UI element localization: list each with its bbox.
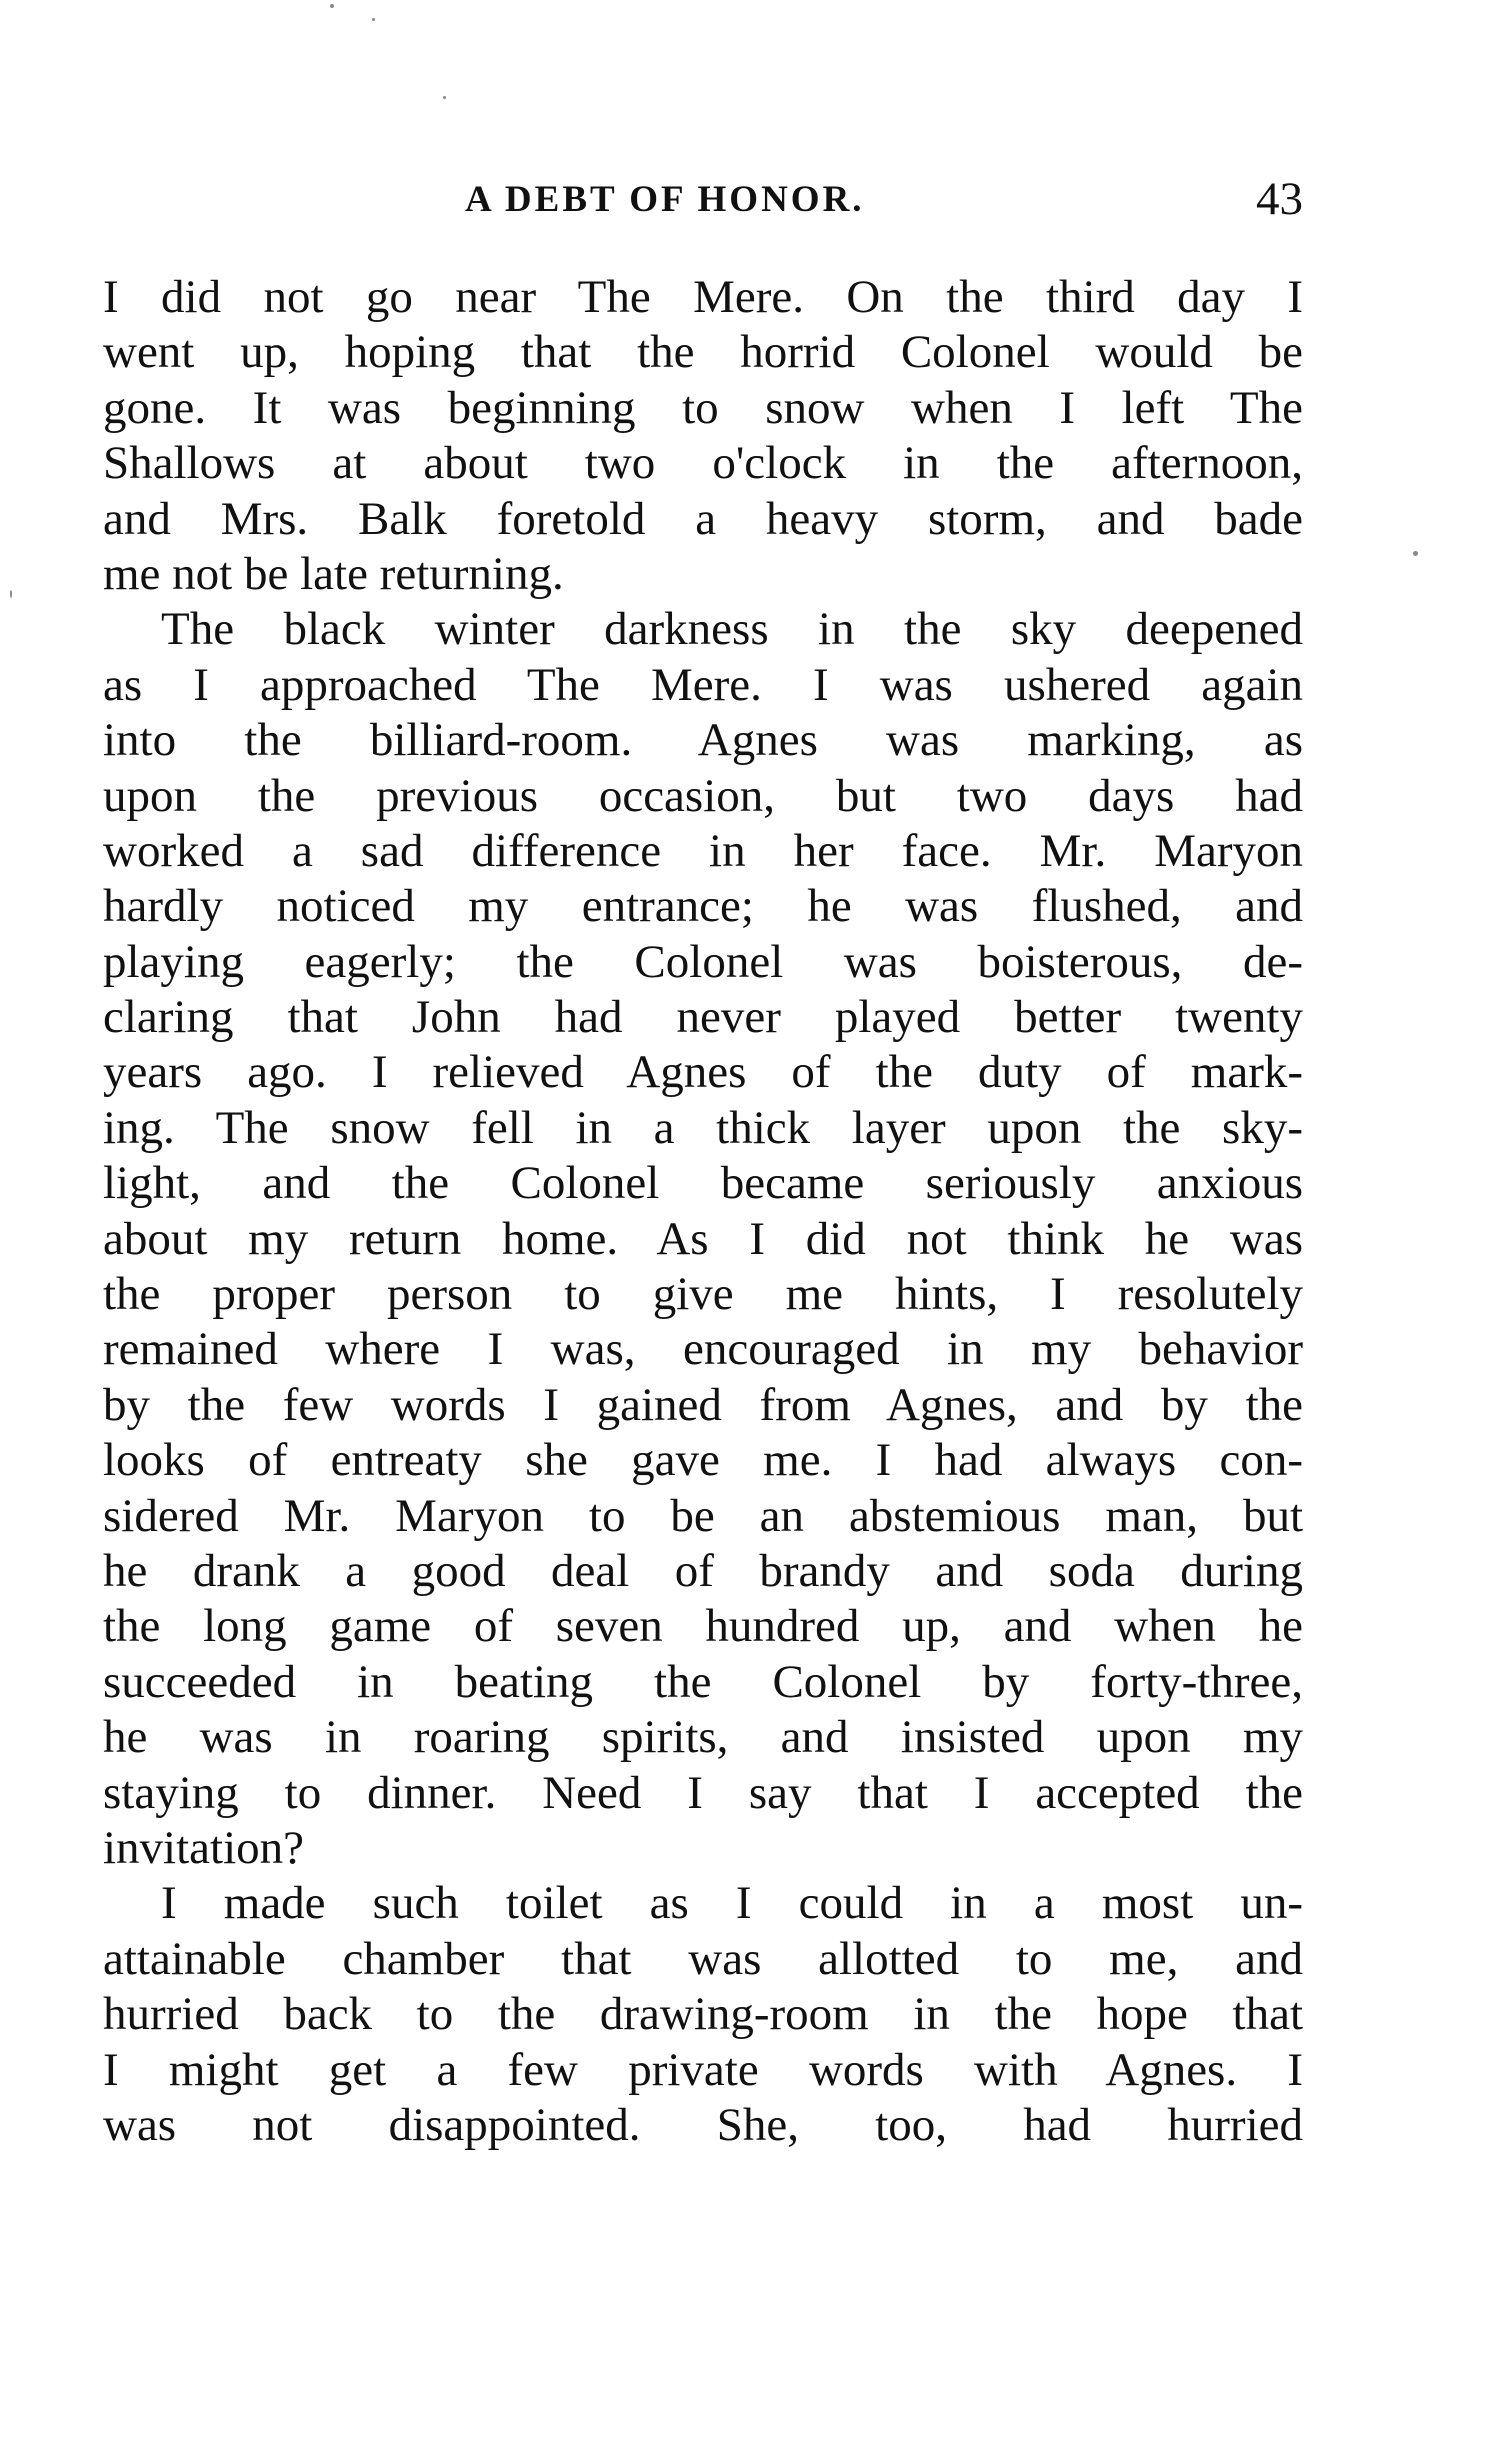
text-line: upon the previous occasion, but two days had <box>103 769 1303 822</box>
running-title: A DEBT OF HONOR. <box>465 179 865 220</box>
text-line: gone. It was beginning to snow when I left The <box>103 381 1303 434</box>
text-line: into the billiard-room. Agnes was marking, as <box>103 714 1303 767</box>
running-header <box>103 172 1303 232</box>
text-line: The black winter darkness in the sky deepened <box>161 603 1303 656</box>
text-line: I did not go near The Mere. On the third day I <box>103 271 1303 323</box>
text-line: light, and the Colonel became seriously anxious <box>103 1157 1303 1210</box>
text-line: I made such toilet as I could in a most un- <box>161 1877 1303 1930</box>
text-line: hurried back to the drawing-room in the hope that <box>103 1988 1303 2041</box>
page-number: 43 <box>1256 173 1303 225</box>
text-line: claring that John had never played better twenty <box>103 991 1303 1044</box>
text-line: remained where I was, encouraged in my behavior <box>103 1323 1303 1376</box>
text-line: as I approached The Mere. I was ushered again <box>103 658 1303 711</box>
text-line: sidered Mr. Maryon to be an abstemious man, but <box>103 1489 1303 1542</box>
text-line: worked a sad difference in her face. Mr. Maryon <box>103 824 1303 877</box>
text-line: he drank a good deal of brandy and soda during <box>103 1544 1303 1597</box>
text-line: the proper person to give me hints, I resolutely <box>103 1268 1303 1321</box>
text-line: me not be late returning. <box>103 547 564 600</box>
paper-speck <box>372 18 375 21</box>
text-line: years ago. I relieved Agnes of the duty of mark- <box>103 1046 1303 1099</box>
text-line: the long game of seven hundred up, and when he <box>103 1600 1303 1653</box>
text-line: about my return home. As I did not think he was <box>103 1212 1303 1265</box>
text-line: he was in roaring spirits, and insisted upon my <box>103 1711 1303 1764</box>
text-line: and Mrs. Balk foretold a heavy storm, and bade <box>103 492 1303 545</box>
text-line: playing eagerly; the Colonel was boisterous, de- <box>103 935 1303 988</box>
text-line: invitation? <box>103 1821 305 1874</box>
paper-speck <box>1413 551 1418 556</box>
text-line: Shallows at about two o'clock in the afternoon, <box>103 437 1303 490</box>
text-line: I might get a few private words with Agnes. I <box>103 2043 1303 2096</box>
text-line: attainable chamber that was allotted to me, and <box>103 1932 1303 1985</box>
text-line: was not disappointed. She, too, had hurried <box>103 2098 1303 2151</box>
paper-speck <box>10 590 12 598</box>
paper-speck <box>443 96 446 99</box>
text-line: went up, hoping that the horrid Colonel would be <box>103 326 1303 379</box>
text-line: by the few words I gained from Agnes, and by the <box>103 1378 1303 1431</box>
text-line: ing. The snow fell in a thick layer upon the sky- <box>103 1101 1303 1154</box>
text-line: hardly noticed my entrance; he was flushed, and <box>103 880 1303 933</box>
text-line: succeeded in beating the Colonel by forty-three, <box>103 1655 1303 1708</box>
paper-speck <box>330 4 334 8</box>
text-line: looks of entreaty she gave me. I had always con- <box>103 1434 1303 1487</box>
body-text <box>103 270 1303 2153</box>
text-line: staying to dinner. Need I say that I accepted the <box>103 1766 1303 1819</box>
